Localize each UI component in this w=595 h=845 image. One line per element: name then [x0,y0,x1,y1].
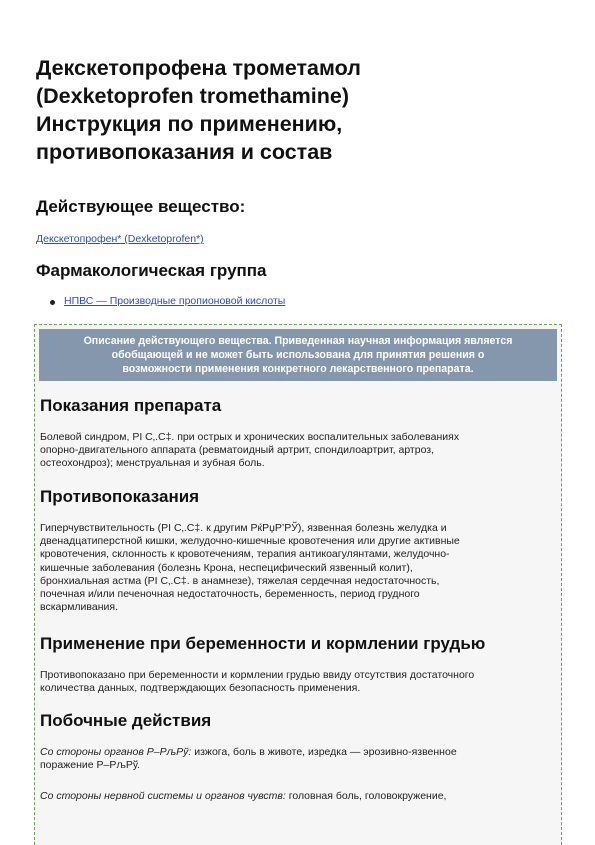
title-line: противопоказания и состав [36,140,333,164]
text-line: опорно-двигательного аппарата (ревматоидный артрит, спондилоартрит, артроз, [40,444,435,457]
text-line: остеохондроз); менструальная и зубная боль. [40,457,265,470]
notice-line: обобщающей и не может быть использована для принятия решения о [111,349,485,361]
title-line: (Dexketoprofen tromethamine) [36,84,349,108]
title-line: Инструкция по применению, [36,112,343,136]
pharm-group-heading: Фармакологическая группа [36,261,267,280]
side-effects-gi-text [40,746,550,772]
text-line: Противопоказано при беременности и кормлении грудью ввиду отсутствия достаточного [40,669,475,681]
text-line: количества данных, подтверждающих безопасность применения. [40,682,361,695]
substance-description-panel [34,324,562,845]
text-line: кишечные заболевания (болезнь Крона, неспецифический язвенный колит), [40,561,413,574]
text-line [40,746,550,759]
organ-system-label: Со стороны нервной системы и органов чувств: [40,790,286,802]
effect-text: головная боль, головокружение, [285,790,447,802]
pharm-group-link[interactable]: НПВС — Производные пропионовой кислоты [64,295,286,307]
text-line: Гиперчувствительность (РІ С‚.С‡. к другим РќРџР’РЎ), язвенная болезнь желудка и [40,522,447,534]
effect-text: изжога, боль в животе, изредка — эрозивно-язвенное [191,746,457,758]
indications-heading: Показания препарата [40,396,222,415]
bullet-icon [50,300,55,305]
side-effects-nervous-text [40,790,550,803]
text-line: двенадцатиперстной кишки, желудочно-кишечные кровотечения или другие активные [40,535,460,548]
document-title [36,54,566,166]
title-line: Декскетопрофена трометамол [36,56,361,80]
text-line: почечная и/или печеночная недостаточность, беременность, период грудного [40,588,420,601]
notice-line: Описание действующего вещества. Приведенная научная информация является [83,335,513,347]
text-line [40,790,550,803]
organ-system-label: Со стороны органов Р–РљРў: [40,746,192,758]
indications-text [40,431,550,471]
contraindications-text [40,522,550,614]
disclaimer-notice [39,329,557,381]
text-line: бронхиальная астма (РІ С‚.С‡. в анамнезе), тяжелая сердечная недостаточность, [40,574,440,587]
text-line: кровотечения, склонность к кровотечениям, терапия антикоагулянтами, желудочно- [40,548,450,561]
text-line: Болевой синдром, РІ С‚.С‡. при острых и хронических воспалительных заболеваниях [40,431,460,443]
notice-line: возможности применения конкретного лекарственного препарата. [122,363,474,375]
list-item [36,295,285,307]
contraindications-heading: Противопоказания [40,487,200,506]
pregnancy-heading: Применение при беременности и кормлении грудью [40,634,486,653]
text-line: поражение Р–РљРў. [40,759,140,772]
side-effects-heading: Побочные действия [40,711,212,730]
pregnancy-text [40,669,550,695]
active-substance-heading: Действующее вещество: [36,197,246,216]
pharm-group-list [36,295,285,307]
text-line: вскармливания. [40,601,118,614]
active-substance-link[interactable]: Декскетопрофен* (Dexketoprofen*) [36,233,204,245]
